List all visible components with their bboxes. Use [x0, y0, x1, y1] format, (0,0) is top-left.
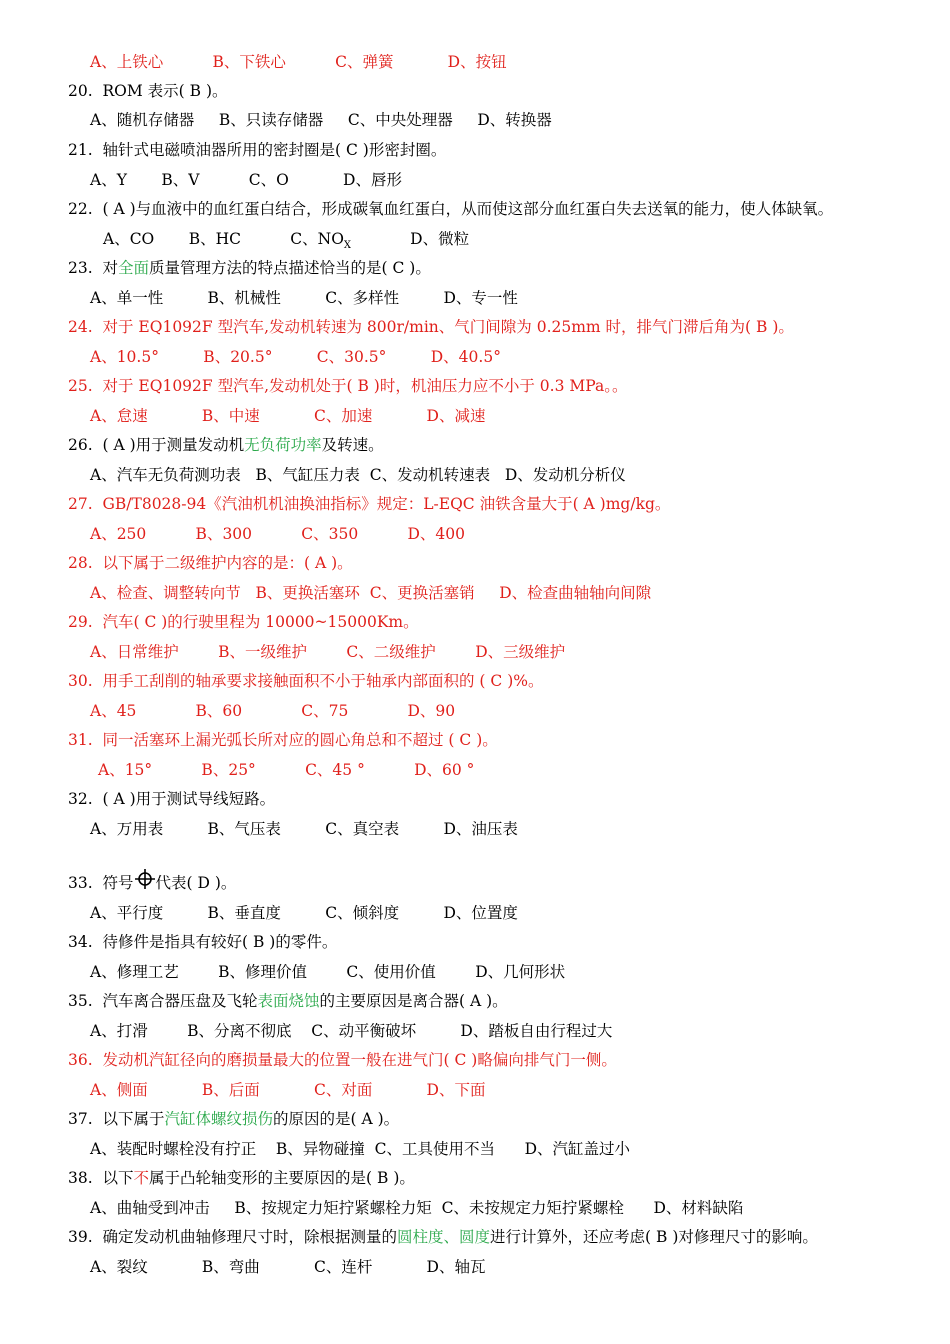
options-line — [90, 465, 626, 485]
question-line — [68, 317, 794, 337]
text-segment: 进行计算外，还应考虑( B )对修理尺寸的影响。 — [490, 1228, 818, 1246]
text-segment: A、250 B、300 C、350 D、400 — [90, 525, 466, 543]
options-line — [90, 524, 465, 544]
options-line — [90, 642, 565, 662]
question-line — [68, 376, 627, 396]
options-line — [103, 229, 469, 256]
text-segment: 33. 符号 — [68, 874, 134, 892]
text-segment: A、装配时螺栓没有拧正 B、异物碰撞 C、工具使用不当 D、汽缸盖过小 — [90, 1140, 630, 1158]
options-line — [90, 1080, 485, 1100]
question-line — [68, 435, 384, 455]
options-line — [90, 52, 507, 72]
question-line — [68, 932, 337, 952]
text-segment: A、裂纹 B、弯曲 C、连杆 D、轴瓦 — [90, 1258, 486, 1276]
text-segment: A、45 B、60 C、75 D、90 — [90, 702, 456, 720]
options-line — [90, 110, 552, 130]
text-segment: A、万用表 B、气压表 C、真空表 D、油压表 — [90, 820, 518, 838]
options-line — [90, 1021, 612, 1041]
question-line — [68, 868, 236, 893]
text-segment: 及转速。 — [321, 436, 384, 454]
question-line — [68, 1168, 415, 1188]
text-segment: 26. ( A )用于测量发动机 — [68, 436, 245, 454]
text-segment: A、侧面 B、后面 C、对面 D、下面 — [90, 1081, 486, 1099]
text-segment: 34. 待修件是指具有较好( B )的零件。 — [68, 933, 338, 951]
text-segment: X — [343, 240, 352, 252]
text-segment: A、15° B、25° C、45 ° D、60 ° — [98, 761, 475, 779]
question-line — [68, 789, 275, 809]
question-line — [68, 140, 446, 160]
question-line — [68, 199, 833, 219]
options-line — [90, 170, 402, 190]
options-line — [98, 760, 474, 780]
text-segment: 28. 以下属于二级维护内容的是：( A )。 — [68, 554, 353, 572]
question-line — [68, 612, 419, 632]
text-segment: D、微粒 — [351, 230, 470, 248]
text-segment: 不 — [133, 1169, 150, 1187]
text-segment: A、怠速 B、中速 C、加速 D、减速 — [90, 407, 486, 425]
text-segment: A、日常维护 B、一级维护 C、二级维护 D、三级维护 — [90, 643, 566, 661]
text-segment: 23. 对 — [68, 259, 119, 277]
text-segment: 全面 — [118, 259, 150, 277]
text-segment: A、检查、调整转向节 B、更换活塞环 C、更换活塞销 D、检查曲轴轴向间隙 — [90, 584, 652, 602]
options-line — [90, 962, 565, 982]
options-line — [90, 1257, 485, 1277]
text-segment: 24. 对于 EQ1092F 型汽车,发动机转速为 800r/min、气门间隙为 0.25mm 时，排气门滞后角为( B )。 — [68, 318, 794, 336]
question-line — [68, 494, 670, 514]
options-line — [90, 583, 651, 603]
text-segment: 21. 轴针式电磁喷油器所用的密封圈是( C )形密封圈。 — [68, 141, 447, 159]
question-line — [68, 671, 543, 691]
text-segment: 属于凸轮轴变形的主要原因的是( B )。 — [149, 1169, 415, 1187]
text-segment: A、打滑 B、分离不彻底 C、动平衡破坏 D、踏板自由行程过大 — [90, 1022, 613, 1040]
text-segment: 的主要原因是离合器( A )。 — [319, 992, 508, 1010]
text-segment: 25. 对于 EQ1092F 型汽车,发动机处于( B )时，机油压力应不小于 0.3 MPa。。 — [68, 377, 628, 395]
options-line — [90, 819, 518, 839]
position-symbol-icon — [134, 868, 156, 890]
text-segment: 36. 发动机汽缸径向的磨损量最大的位置一般在进气门( C )略偏向排气门一侧。 — [68, 1051, 617, 1069]
text-segment: 38. 以下 — [68, 1169, 134, 1187]
question-line — [68, 991, 508, 1011]
text-segment: A、平行度 B、垂直度 C、倾斜度 D、位置度 — [90, 904, 518, 922]
text-segment: 32. ( A )用于测试导线短路。 — [68, 790, 276, 808]
question-line — [68, 1227, 818, 1247]
text-segment: 39. 确定发动机曲轴修理尺寸时，除根据测量的 — [68, 1228, 398, 1246]
options-line — [90, 1198, 743, 1218]
text-segment: A、曲轴受到冲击 B、按规定力矩拧紧螺栓力矩 C、未按规定力矩拧紧螺栓 D、材料缺陷 — [90, 1199, 744, 1217]
options-line — [90, 288, 518, 308]
text-segment: A、汽车无负荷测功表 B、气缸压力表 C、发动机转速表 D、发动机分析仪 — [90, 466, 626, 484]
options-line — [90, 347, 501, 367]
text-segment: A、修理工艺 B、修理价值 C、使用价值 D、几何形状 — [90, 963, 566, 981]
text-segment: 31. 同一活塞环上漏光弧长所对应的圆心角总和不超过 ( C )。 — [68, 731, 498, 749]
text-segment: 27. GB/T8028-94《汽油机机油换油指标》规定：L-EQC 油铁含量大于( A )mg/kg。 — [68, 495, 671, 513]
text-segment: 代表( D )。 — [155, 874, 237, 892]
text-segment: A、CO B、HC C、NO — [103, 230, 344, 248]
options-line — [90, 701, 455, 721]
text-segment: 22. ( A )与血液中的血红蛋白结合，形成碳氧血红蛋白，从而使这部分血红蛋白失去送氧的能力，使人体缺氧。 — [68, 200, 834, 218]
text-segment: A、单一性 B、机械性 C、多样性 D、专一性 — [90, 289, 518, 307]
text-segment: A、随机存储器 B、只读存储器 C、中央处理器 D、转换器 — [90, 111, 552, 129]
text-segment: 无负荷功率 — [244, 436, 322, 454]
text-segment: 表面烧蚀 — [257, 992, 320, 1010]
text-segment: A、Y B、V C、O D、唇形 — [90, 171, 402, 189]
text-segment: 35. 汽车离合器压盘及飞轮 — [68, 992, 258, 1010]
question-line — [68, 730, 498, 750]
text-segment: 汽缸体螺纹损伤 — [164, 1110, 274, 1128]
options-line — [90, 903, 518, 923]
text-segment: A、10.5° B、20.5° C、30.5° D、40.5° — [90, 348, 501, 366]
options-line — [90, 406, 485, 426]
question-line — [68, 81, 228, 101]
text-segment: 圆柱度、圆度 — [397, 1228, 491, 1246]
question-line — [68, 1050, 617, 1070]
text-segment: 20. ROM 表示( B )。 — [68, 82, 228, 100]
text-segment: 30. 用手工刮削的轴承要求接触面积不小于轴承内部面积的 ( C )%。 — [68, 672, 544, 690]
question-line — [68, 1109, 399, 1129]
text-segment: 的原因的是( A )。 — [273, 1110, 400, 1128]
question-line — [68, 258, 431, 278]
options-line — [90, 1139, 630, 1159]
text-segment: 37. 以下属于 — [68, 1110, 165, 1128]
text-segment: 29. 汽车( C )的行驶里程为 10000~15000Km。 — [68, 613, 419, 631]
question-line — [68, 553, 353, 573]
text-segment: 质量管理方法的特点描述恰当的是( C )。 — [149, 259, 431, 277]
text-segment: A、上铁心 B、下铁心 C、弹簧 D、按钮 — [90, 53, 507, 71]
